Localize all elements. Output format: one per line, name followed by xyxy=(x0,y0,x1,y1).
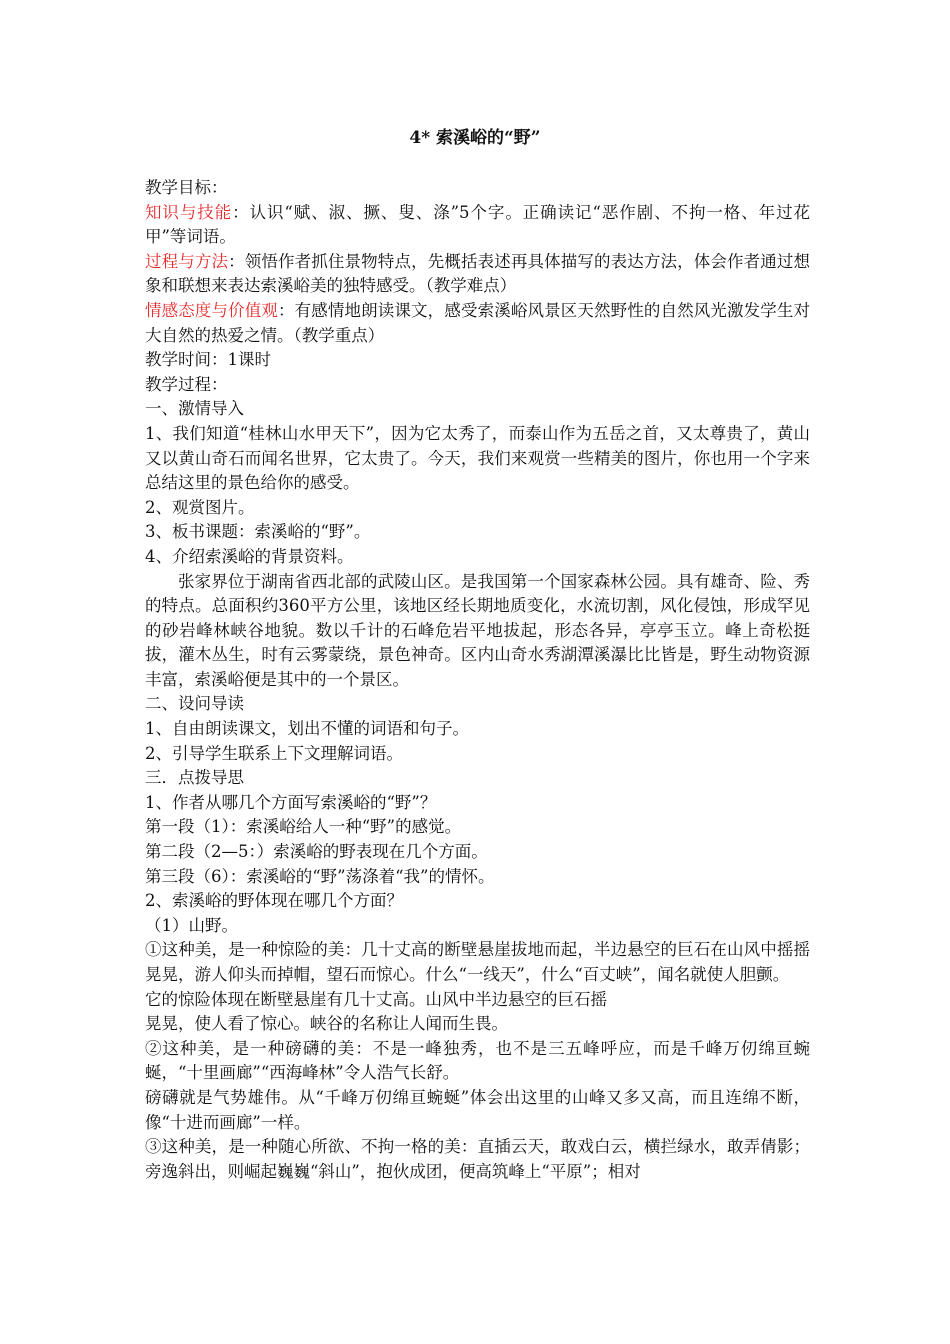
paragraph: 第二段（2—5：）索溪峪的野表现在几个方面。 xyxy=(145,842,488,862)
goal-process xyxy=(145,250,810,299)
paragraph: 晃晃，使人看了惊心。峡谷的名称让人闻而生畏。 xyxy=(145,1014,508,1034)
paragraph: 1、作者从哪几个方面写索溪峪的“野”？ xyxy=(145,792,437,812)
section-heading-1: 一、激情导入 xyxy=(145,399,244,419)
section-heading-2: 二、设问导读 xyxy=(145,694,244,714)
process-heading: 教学过程： xyxy=(145,374,228,394)
paragraph: 第三段（6）：索溪峪的“野”荡涤着“我”的情怀。 xyxy=(145,866,495,886)
goal-label: 知识与技能 xyxy=(145,202,233,222)
paragraph: 它的惊险体现在断壁悬崖有几十丈高。山风中半边悬空的巨石摇 xyxy=(145,989,607,1009)
paragraph: 2、引导学生联系上下文理解词语。 xyxy=(145,743,403,763)
paragraph: 2、索溪峪的野体现在哪几个方面？ xyxy=(145,891,403,911)
goal-knowledge xyxy=(145,201,810,250)
goal-text: ：领悟作者抓住景物特点，先概括表述再具体描写的表达方法，体会作者通过想象和联想来表达索溪峪美的独特感受。（教学难点） xyxy=(145,251,811,296)
paragraph: ②这种美，是一种磅礴的美：不是一峰独秀，也不是三五峰呼应，而是千峰万仞绵亘蜿蜒，“十里画廊”“西海峰林”令人浩气长舒。 xyxy=(145,1038,810,1083)
goal-text: ：有感情地朗读课文，感受索溪峪风景区天然野性的自然风光激发学生对大自然的热爱之情。（教学重点） xyxy=(145,300,811,345)
goal-emotion xyxy=(145,299,810,348)
goal-label: 情感态度与价值观 xyxy=(145,300,279,320)
paragraph: ①这种美，是一种惊险的美：几十丈高的断壁悬崖拔地而起，半边悬空的巨石在山风中摇摇晃晃，游人仰头而掉帽，望石而惊心。什么“一线天”，什么“百丈峡”，闻名就使人胆颤。 xyxy=(145,940,810,984)
paragraph: 磅礴就是气势雄伟。从“千峰万仞绵亘蜿蜒”体会出这里的山峰又多又高，而且连绵不断，像“十进而画廊”一样。 xyxy=(145,1087,810,1132)
document-title: 4* 索溪峪的“野” xyxy=(409,128,541,148)
goal-label: 过程与方法 xyxy=(145,251,229,271)
goals-heading: 教学目标： xyxy=(145,178,228,197)
teaching-time: 教学时间：1课时 xyxy=(145,350,271,370)
paragraph: 1、我们知道“桂林山水甲天下”，因为它太秀了，而泰山作为五岳之首，又太尊贵了，黄山又以黄山奇石而闻名世界，它太贵了。今天，我们来观赏一些精美的图片，你也用一个字来总结这里的景色给你的感受。 xyxy=(145,423,810,493)
section-heading-3: 三．点拨导思 xyxy=(145,768,244,788)
paragraph: 3、板书课题：索溪峪的“野”。 xyxy=(145,522,371,542)
paragraph: （1）山野。 xyxy=(145,915,238,935)
paragraph: 1、自由朗读课文，划出不懂的词语和句子。 xyxy=(145,719,469,739)
paragraph: 2、观赏图片。 xyxy=(145,497,255,517)
paragraph: 4、介绍索溪峪的背景资料。 xyxy=(145,546,354,566)
goal-text: ：认识“赋、淑、撅、叟、涤”5个字。正确读记“恶作剧、不拘一格、年过花甲”等词语。 xyxy=(145,202,811,247)
background-paragraph: 张家界位于湖南省西北部的武陵山区。是我国第一个国家森林公园。具有雄奇、险、秀的特点。总面积约360平方公里，该地区经长期地质变化，水流切割，风化侵蚀，形成罕见的砂岩峰林峡谷地貌。数以千计的石峰危岩平地拔起，形态各异，亭亭玉立。峰上奇松挺拔，灌木丛生，时有云雾蒙绕，景色神奇。区内山奇水秀湖潭溪瀑比比皆是，野生动物资源丰富，索溪峪便是其中的一个景区。 xyxy=(145,571,810,689)
document-body xyxy=(145,176,810,1184)
paragraph: ③这种美，是一种随心所欲、不拘一格的美：直插云天，敢戏白云，横拦绿水，敢弄倩影；旁逸斜出，则崛起巍巍“斜山”，抱伙成团，便高筑峰上“平原”；相对 xyxy=(145,1137,810,1181)
paragraph: 第一段（1）：索溪峪给人一种“野”的感觉。 xyxy=(145,817,462,837)
